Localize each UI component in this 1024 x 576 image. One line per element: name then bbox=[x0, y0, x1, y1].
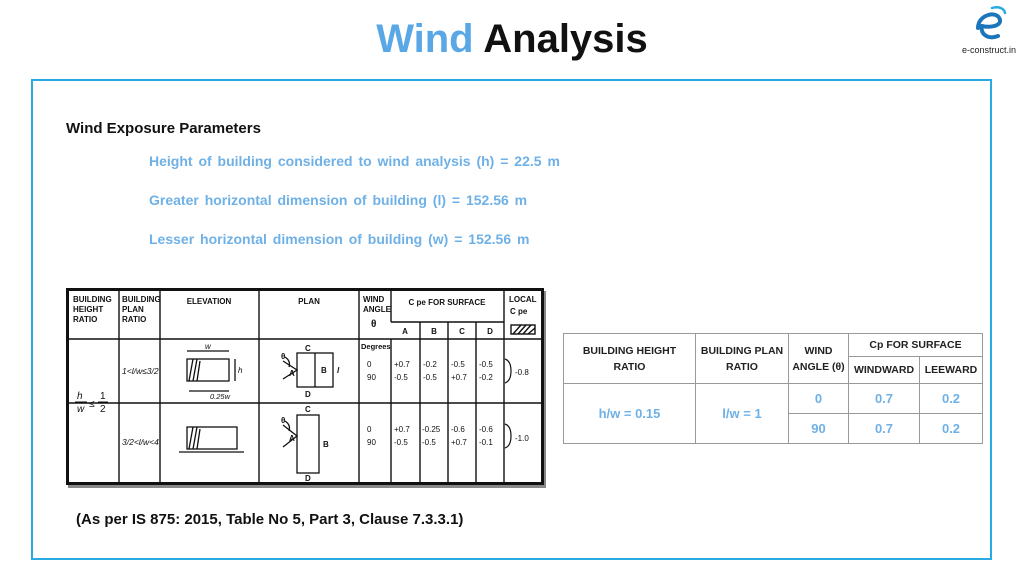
row1-elev-h: h bbox=[238, 366, 243, 375]
logo-text: e-construct.in bbox=[961, 45, 1017, 55]
row1-a-0: +0.7 bbox=[394, 360, 410, 369]
row1-plan-a: A bbox=[289, 369, 295, 378]
row1-local: -0.8 bbox=[515, 368, 529, 377]
angle-0: 0 bbox=[789, 384, 849, 414]
row2-plan-d: D bbox=[305, 474, 311, 482]
row2-c-90: +0.7 bbox=[451, 438, 467, 447]
row1-angle-0: 0 bbox=[367, 360, 372, 369]
hdr-wind-angle bbox=[789, 334, 849, 384]
hdr-surface-d: D bbox=[487, 327, 493, 336]
row2-local: -1.0 bbox=[515, 434, 529, 443]
row1-plan-ratio: 1<l/w≤3/2 bbox=[122, 366, 159, 376]
code-table-image bbox=[66, 288, 544, 485]
hdr-leeward: LEEWARD bbox=[920, 357, 983, 384]
hdr-cp-for-surface: Cp FOR SURFACE bbox=[849, 334, 983, 357]
height-ratio-le: ≤ bbox=[89, 399, 95, 410]
hdr-elevation: ELEVATION bbox=[186, 297, 232, 306]
row1-plan-b: B bbox=[321, 366, 327, 375]
row2-angle-90: 90 bbox=[367, 438, 376, 447]
param-greater-dimension: Greater horizontal dimension of building (l) = 152.56 m bbox=[149, 192, 528, 208]
row2-a-90: -0.5 bbox=[394, 438, 408, 447]
hdr-plan-ratio-3: RATIO bbox=[122, 315, 147, 324]
row1-angle-90: 90 bbox=[367, 373, 376, 382]
hdr-wind-angle-3: θ bbox=[371, 319, 377, 330]
leeward-90: 0.2 bbox=[920, 414, 983, 444]
hdr-building-height-ratio bbox=[564, 334, 696, 384]
height-ratio-w: w bbox=[77, 404, 85, 415]
hdr-surface-a: A bbox=[402, 327, 408, 336]
hdr-wind-angle-1: WIND bbox=[363, 295, 385, 304]
height-ratio-h: h bbox=[77, 391, 83, 402]
windward-0: 0.7 bbox=[849, 384, 920, 414]
row2-b-0: -0.25 bbox=[422, 425, 441, 434]
row2-plan-ratio: 3/2<l/w<4 bbox=[122, 437, 159, 447]
row2-a-0: +0.7 bbox=[394, 425, 410, 434]
row1-a-90: -0.5 bbox=[394, 373, 408, 382]
row1-c-0: -0.5 bbox=[451, 360, 465, 369]
hdr-building-height-ratio-line1: BUILDING HEIGHT bbox=[582, 344, 677, 357]
section-heading: Wind Exposure Parameters bbox=[66, 120, 261, 137]
page-title bbox=[0, 14, 1024, 64]
row1-plan-theta: θ bbox=[281, 352, 286, 361]
hdr-plan-ratio-1: BUILDING bbox=[122, 295, 161, 304]
hdr-height-ratio-1: BUILDING bbox=[73, 295, 112, 304]
hdr-surface-b: B bbox=[431, 327, 437, 336]
height-ratio-num: 1 bbox=[100, 391, 106, 402]
row2-plan-c: C bbox=[305, 405, 311, 414]
hdr-plan-ratio-2: PLAN bbox=[122, 305, 144, 314]
summary-table bbox=[563, 333, 983, 444]
row1-plan-d: D bbox=[305, 390, 311, 399]
row1-b-0: -0.2 bbox=[423, 360, 437, 369]
logo bbox=[958, 4, 1020, 60]
hdr-local-2: C pe bbox=[510, 307, 528, 316]
hdr-height-ratio-3: RATIO bbox=[73, 315, 98, 324]
code-table-drawing bbox=[69, 291, 541, 482]
row1-c-90: +0.7 bbox=[451, 373, 467, 382]
row2-plan-theta: θ bbox=[281, 416, 286, 425]
windward-90: 0.7 bbox=[849, 414, 920, 444]
row2-d-0: -0.6 bbox=[479, 425, 493, 434]
height-ratio-value: h/w = 0.15 bbox=[564, 384, 696, 444]
e-construct-logo-icon bbox=[970, 4, 1008, 44]
hdr-height-ratio-2: HEIGHT bbox=[73, 305, 104, 314]
row2-angle-0: 0 bbox=[367, 425, 372, 434]
row2-plan-b: B bbox=[323, 440, 329, 449]
param-height: Height of building considered to wind analysis (h) = 22.5 m bbox=[149, 153, 560, 169]
param-lesser-dimension: Lesser horizontal dimension of building (w) = 152.56 m bbox=[149, 231, 530, 247]
hdr-plan: PLAN bbox=[298, 297, 320, 306]
row2-c-0: -0.6 bbox=[451, 425, 465, 434]
row1-d-0: -0.5 bbox=[479, 360, 493, 369]
row1-plan-c: C bbox=[305, 344, 311, 353]
hdr-windward: WINDWARD bbox=[849, 357, 920, 384]
hdr-wind-angle-line2: ANGLE (θ) bbox=[792, 360, 845, 373]
hdr-wind-angle-2: ANGLE bbox=[363, 305, 391, 314]
row1-b-90: -0.5 bbox=[423, 373, 437, 382]
title-word-analysis: Analysis bbox=[483, 17, 648, 61]
row2-d-90: -0.1 bbox=[479, 438, 493, 447]
hdr-degrees: Degrees bbox=[361, 342, 391, 351]
row1-elev-025w: 0.25w bbox=[210, 392, 231, 401]
height-ratio-den: 2 bbox=[100, 404, 106, 415]
hdr-wind-angle-line1: WIND bbox=[804, 344, 833, 357]
row1-d-90: -0.2 bbox=[479, 373, 493, 382]
row1-plan-l: l bbox=[337, 366, 340, 375]
hdr-surface-c: C bbox=[459, 327, 465, 336]
row2-b-90: -0.5 bbox=[422, 438, 436, 447]
title-word-wind: Wind bbox=[376, 17, 474, 61]
row1-elev-w: w bbox=[205, 342, 211, 351]
angle-90: 90 bbox=[789, 414, 849, 444]
plan-ratio-value: l/w = 1 bbox=[696, 384, 789, 444]
hdr-building-plan-ratio-line1: BUILDING PLAN bbox=[700, 344, 784, 357]
hdr-local-1: LOCAL bbox=[509, 295, 537, 304]
leeward-0: 0.2 bbox=[920, 384, 983, 414]
row2-plan-a: A bbox=[289, 434, 295, 443]
hdr-building-plan-ratio-line2: RATIO bbox=[726, 360, 758, 373]
hdr-building-height-ratio-line2: RATIO bbox=[613, 360, 646, 373]
code-reference-note: (As per IS 875: 2015, Table No 5, Part 3, Clause 7.3.3.1) bbox=[76, 511, 464, 528]
hdr-cpe-surface: C pe FOR SURFACE bbox=[408, 298, 486, 307]
hdr-building-plan-ratio bbox=[696, 334, 789, 384]
